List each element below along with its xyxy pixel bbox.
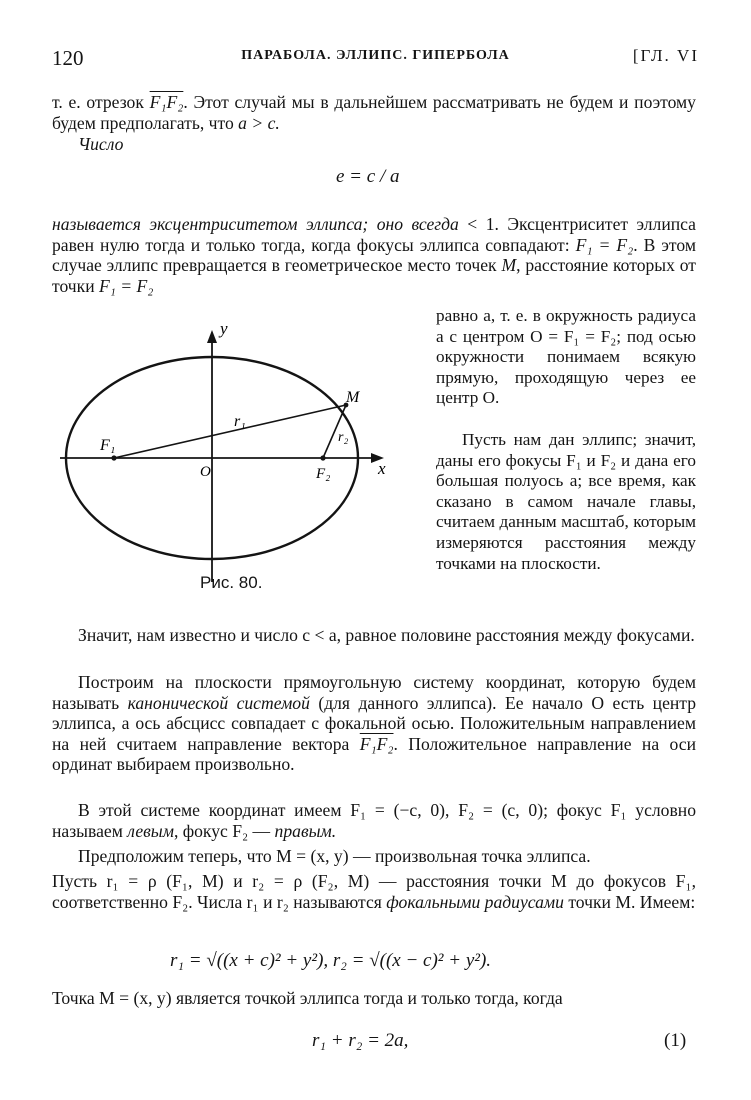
- label-x: x: [378, 459, 386, 478]
- side-paragraph-circle: равно a, т. е. в окружность радиуса a с центром O = F₁ = F₂; под осью окружности понимаем всякую прямую, проходящую через ее центр O.: [436, 306, 696, 408]
- math: F₁ = F₂: [99, 275, 154, 296]
- page-number: 120: [52, 46, 84, 70]
- formula-focal-radii: r₁ = √((x + c)² + y²), r₂ = √((x − c)² + y²).: [170, 950, 492, 971]
- text: < 1. Эксцентриситет эллипса равен нулю тогда и только тогда, когда фокусы эллипса совпадают:: [52, 214, 696, 255]
- text: т. е. отрезок: [52, 92, 150, 112]
- term-right: правым.: [274, 820, 337, 841]
- paragraph-focal-radii: [52, 871, 696, 912]
- definition-text: называется эксцентриситетом эллипса; оно всегда: [52, 214, 459, 234]
- formula-sum-radii: r₁ + r₂ = 2a,: [312, 1030, 409, 1051]
- vector-f1f2: F₁F₂: [359, 733, 394, 754]
- text: В этой системе координат имеем F₁ = (−c, 0), F₂ = (c, 0); фокус F₁ условно называем: [52, 800, 696, 841]
- paragraph-number-label: [52, 134, 696, 155]
- label-origin: O: [200, 464, 211, 480]
- term-canonical-system: канонической системой: [127, 692, 310, 713]
- text: . Положительное направление на оси ординат выбираем произвольно.: [52, 733, 696, 775]
- paragraph-foci-coordinates: [52, 800, 696, 841]
- text: (для данного эллипса). Ее начало O есть центр эллипса, а ось абсцисс совпадает с фокальной осью. Положительным направлением на ней считаем направление вектора: [52, 692, 696, 754]
- ellipse-diagram: [52, 318, 424, 600]
- focus-f2-point: [320, 455, 325, 460]
- chapter-label: [ГЛ. VI: [632, 46, 699, 65]
- text: , фокус F₂ —: [173, 820, 275, 841]
- figure-caption: Рис. 80.: [200, 573, 263, 592]
- text: . В этом случае эллипс превращается в геометрическое место точек: [52, 234, 696, 276]
- label-m: M: [346, 389, 360, 406]
- figure-80-ellipse: [52, 318, 424, 600]
- paragraph-arbitrary-point: Предположим теперь, что M = (x, y) — произвольная точка эллипса.: [78, 846, 591, 866]
- paragraph-segment-case: [52, 92, 696, 133]
- term-focal-radii: фокальными радиусами: [386, 891, 564, 912]
- paragraph-canonical-system: [52, 672, 696, 775]
- label-f2: F₂: [316, 466, 331, 482]
- text: Пусть r₁ = ρ (F₁, M) и r₂ = ρ (F₂, M) — расстояния точки M до фокусов F₁, соответственно F₂. Числа r₁ и r₂ называются: [52, 871, 696, 912]
- side-paragraph-given-ellipse: Пусть нам дан эллипс; значит, даны его фокусы F₁ и F₂ и дана его большая полуось a; все время, как сказано в самом начале главы, считаем данным масштаб, которым измеряются расстояния между точками на плоскости.: [436, 430, 696, 573]
- term-left: левым: [127, 820, 174, 841]
- text: Число: [78, 134, 124, 154]
- formula-eccentricity: e = c / a: [336, 166, 400, 187]
- equation-number: (1): [664, 1030, 687, 1051]
- paragraph-membership-condition: Точка M = (x, y) является точкой эллипса тогда и только тогда, когда: [52, 988, 563, 1008]
- y-axis-arrow: [207, 330, 217, 343]
- label-y: y: [220, 319, 228, 338]
- running-header: [52, 46, 699, 72]
- paragraph-eccentricity-definition: [52, 214, 696, 296]
- focus-f1-point: [111, 455, 116, 460]
- running-title: ПАРАБОЛА. ЭЛЛИПС. ГИПЕРБОЛА: [241, 48, 510, 63]
- label-r2: r₂: [338, 430, 349, 445]
- label-f1: F₁: [100, 437, 116, 454]
- focal-radius-r1: [114, 405, 349, 458]
- text: , расстояние которых от точки: [52, 255, 696, 296]
- math: M: [501, 255, 517, 276]
- label-r1: r₁: [234, 413, 246, 430]
- math: F₁ = F₂: [575, 234, 634, 255]
- text: точки M. Имеем:: [563, 891, 696, 912]
- inequality: a > c.: [238, 112, 280, 133]
- text: Построим на плоскости прямоугольную систему координат, которую будем называть: [52, 672, 696, 713]
- text: . Этот случай мы в дальнейшем рассматривать не будем и поэтому будем предполагать, что: [52, 92, 696, 133]
- paragraph-known-c: Значит, нам известно и число c < a, равное половине расстояния между фокусами.: [78, 625, 695, 645]
- segment-f1f2: F₁F₂: [149, 92, 184, 112]
